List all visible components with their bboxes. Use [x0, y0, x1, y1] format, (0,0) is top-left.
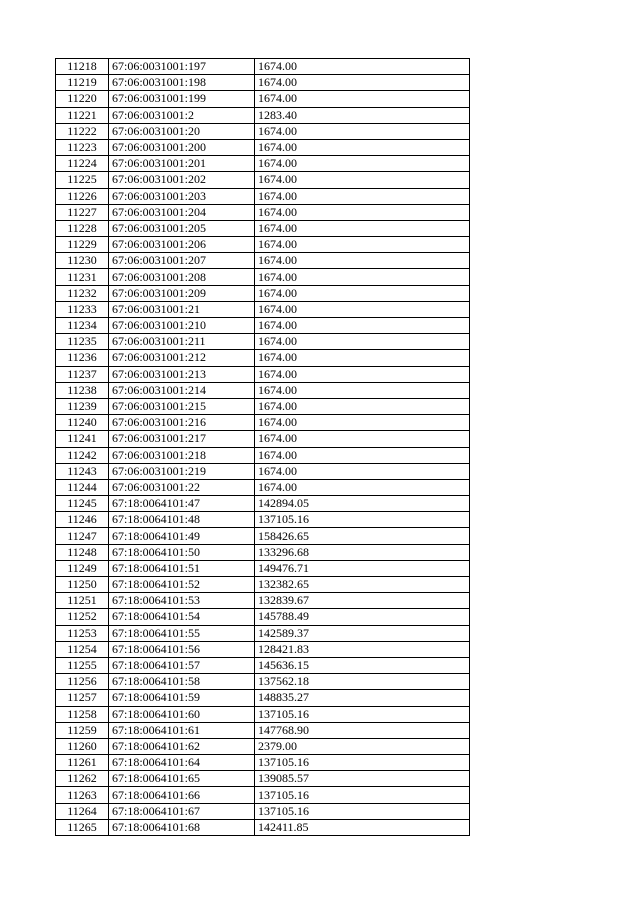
table-row: [56, 253, 470, 269]
row-number-cell: 11260: [56, 738, 109, 754]
table-row: [56, 577, 470, 593]
row-number-cell: 11238: [56, 382, 109, 398]
value-cell: 1674.00: [255, 139, 470, 155]
row-number-cell: 11263: [56, 787, 109, 803]
table-row: [56, 641, 470, 657]
value-cell: 1674.00: [255, 463, 470, 479]
cadastral-number-cell: 67:18:0064101:66: [109, 787, 255, 803]
value-cell: 132839.67: [255, 593, 470, 609]
cadastral-number-cell: 67:18:0064101:53: [109, 593, 255, 609]
cadastral-number-cell: 67:18:0064101:62: [109, 738, 255, 754]
value-cell: 148835.27: [255, 690, 470, 706]
row-number-cell: 11265: [56, 819, 109, 835]
row-number-cell: 11219: [56, 75, 109, 91]
table-row: [56, 431, 470, 447]
table-row: [56, 447, 470, 463]
row-number-cell: 11232: [56, 285, 109, 301]
table-row: [56, 722, 470, 738]
value-cell: 137105.16: [255, 803, 470, 819]
value-cell: 1283.40: [255, 107, 470, 123]
row-number-cell: 11244: [56, 479, 109, 495]
table-row: [56, 318, 470, 334]
row-number-cell: 11241: [56, 431, 109, 447]
row-number-cell: 11257: [56, 690, 109, 706]
cadastral-number-cell: 67:18:0064101:47: [109, 496, 255, 512]
row-number-cell: 11229: [56, 237, 109, 253]
row-number-cell: 11226: [56, 188, 109, 204]
row-number-cell: 11252: [56, 609, 109, 625]
cadastral-number-cell: 67:18:0064101:57: [109, 657, 255, 673]
value-cell: 145636.15: [255, 657, 470, 673]
table-row: [56, 690, 470, 706]
row-number-cell: 11246: [56, 512, 109, 528]
cadastral-number-cell: 67:06:0031001:199: [109, 91, 255, 107]
value-cell: 1674.00: [255, 59, 470, 75]
value-cell: 1674.00: [255, 334, 470, 350]
table-row: [56, 237, 470, 253]
row-number-cell: 11256: [56, 674, 109, 690]
table-row: [56, 415, 470, 431]
row-number-cell: 11234: [56, 318, 109, 334]
cadastral-number-cell: 67:18:0064101:58: [109, 674, 255, 690]
value-cell: 1674.00: [255, 318, 470, 334]
table-row: [56, 350, 470, 366]
value-cell: 1674.00: [255, 366, 470, 382]
value-cell: 1674.00: [255, 188, 470, 204]
cadastral-number-cell: 67:06:0031001:210: [109, 318, 255, 334]
table-row: [56, 819, 470, 835]
cadastral-number-cell: 67:18:0064101:49: [109, 528, 255, 544]
cadastral-number-cell: 67:06:0031001:202: [109, 172, 255, 188]
value-cell: 137105.16: [255, 706, 470, 722]
table-row: [56, 398, 470, 414]
cadastral-number-cell: 67:06:0031001:2: [109, 107, 255, 123]
cadastral-number-cell: 67:06:0031001:216: [109, 415, 255, 431]
cadastral-number-cell: 67:06:0031001:203: [109, 188, 255, 204]
row-number-cell: 11250: [56, 577, 109, 593]
cadastral-number-cell: 67:18:0064101:50: [109, 544, 255, 560]
row-number-cell: 11235: [56, 334, 109, 350]
table-row: [56, 771, 470, 787]
value-cell: 1674.00: [255, 382, 470, 398]
row-number-cell: 11223: [56, 139, 109, 155]
row-number-cell: 11222: [56, 123, 109, 139]
row-number-cell: 11249: [56, 560, 109, 576]
row-number-cell: 11224: [56, 156, 109, 172]
row-number-cell: 11239: [56, 398, 109, 414]
value-cell: 137105.16: [255, 512, 470, 528]
table-row: [56, 512, 470, 528]
value-cell: 1674.00: [255, 398, 470, 414]
value-cell: 1674.00: [255, 350, 470, 366]
value-cell: 137562.18: [255, 674, 470, 690]
table-row: [56, 657, 470, 673]
cadastral-number-cell: 67:18:0064101:61: [109, 722, 255, 738]
table-row: [56, 479, 470, 495]
row-number-cell: 11230: [56, 253, 109, 269]
value-cell: 147768.90: [255, 722, 470, 738]
table-row: [56, 755, 470, 771]
cadastral-number-cell: 67:06:0031001:204: [109, 204, 255, 220]
value-cell: 1674.00: [255, 172, 470, 188]
row-number-cell: 11254: [56, 641, 109, 657]
cadastral-number-cell: 67:18:0064101:55: [109, 625, 255, 641]
row-number-cell: 11225: [56, 172, 109, 188]
value-cell: 1674.00: [255, 123, 470, 139]
table-body: [56, 59, 470, 836]
cadastral-number-cell: 67:06:0031001:198: [109, 75, 255, 91]
cadastral-number-cell: 67:06:0031001:211: [109, 334, 255, 350]
cadastral-number-cell: 67:18:0064101:54: [109, 609, 255, 625]
value-cell: 1674.00: [255, 220, 470, 236]
value-cell: 137105.16: [255, 787, 470, 803]
table-row: [56, 463, 470, 479]
table-row: [56, 59, 470, 75]
row-number-cell: 11220: [56, 91, 109, 107]
row-number-cell: 11218: [56, 59, 109, 75]
value-cell: 1674.00: [255, 415, 470, 431]
table-row: [56, 706, 470, 722]
table-row: [56, 75, 470, 91]
table-row: [56, 139, 470, 155]
table-row: [56, 301, 470, 317]
row-number-cell: 11262: [56, 771, 109, 787]
cadastral-number-cell: 67:18:0064101:52: [109, 577, 255, 593]
row-number-cell: 11242: [56, 447, 109, 463]
table-row: [56, 738, 470, 754]
row-number-cell: 11237: [56, 366, 109, 382]
table-row: [56, 674, 470, 690]
value-cell: 1674.00: [255, 237, 470, 253]
row-number-cell: 11236: [56, 350, 109, 366]
row-number-cell: 11253: [56, 625, 109, 641]
row-number-cell: 11248: [56, 544, 109, 560]
row-number-cell: 11255: [56, 657, 109, 673]
value-cell: 1674.00: [255, 204, 470, 220]
value-cell: 1674.00: [255, 285, 470, 301]
cadastral-number-cell: 67:06:0031001:207: [109, 253, 255, 269]
value-cell: 132382.65: [255, 577, 470, 593]
table-row: [56, 560, 470, 576]
cadastral-number-cell: 67:06:0031001:213: [109, 366, 255, 382]
value-cell: 149476.71: [255, 560, 470, 576]
row-number-cell: 11247: [56, 528, 109, 544]
row-number-cell: 11251: [56, 593, 109, 609]
cadastral-number-cell: 67:18:0064101:59: [109, 690, 255, 706]
table-row: [56, 269, 470, 285]
cadastral-number-cell: 67:06:0031001:22: [109, 479, 255, 495]
cadastral-number-cell: 67:06:0031001:20: [109, 123, 255, 139]
table-row: [56, 334, 470, 350]
cadastral-number-cell: 67:06:0031001:197: [109, 59, 255, 75]
row-number-cell: 11221: [56, 107, 109, 123]
row-number-cell: 11240: [56, 415, 109, 431]
value-cell: 1674.00: [255, 479, 470, 495]
table-row: [56, 593, 470, 609]
table-row: [56, 609, 470, 625]
row-number-cell: 11258: [56, 706, 109, 722]
value-cell: 137105.16: [255, 755, 470, 771]
row-number-cell: 11259: [56, 722, 109, 738]
value-cell: 133296.68: [255, 544, 470, 560]
cadastral-number-cell: 67:18:0064101:67: [109, 803, 255, 819]
value-cell: 1674.00: [255, 301, 470, 317]
table-row: [56, 156, 470, 172]
cadastral-number-cell: 67:06:0031001:219: [109, 463, 255, 479]
cadastral-number-cell: 67:06:0031001:201: [109, 156, 255, 172]
table-row: [56, 188, 470, 204]
cadastral-number-cell: 67:18:0064101:64: [109, 755, 255, 771]
table-row: [56, 544, 470, 560]
table-row: [56, 123, 470, 139]
cadastral-number-cell: 67:06:0031001:217: [109, 431, 255, 447]
cadastral-number-cell: 67:18:0064101:60: [109, 706, 255, 722]
value-cell: 158426.65: [255, 528, 470, 544]
row-number-cell: 11243: [56, 463, 109, 479]
value-cell: 1674.00: [255, 75, 470, 91]
cadastral-number-cell: 67:18:0064101:68: [109, 819, 255, 835]
value-cell: 2379.00: [255, 738, 470, 754]
cadastral-number-cell: 67:06:0031001:215: [109, 398, 255, 414]
value-cell: 1674.00: [255, 447, 470, 463]
cadastral-number-cell: 67:06:0031001:208: [109, 269, 255, 285]
row-number-cell: 11233: [56, 301, 109, 317]
value-cell: 139085.57: [255, 771, 470, 787]
cadastral-number-cell: 67:06:0031001:209: [109, 285, 255, 301]
table-row: [56, 107, 470, 123]
data-table: [55, 58, 470, 836]
value-cell: 1674.00: [255, 156, 470, 172]
table-row: [56, 220, 470, 236]
cadastral-number-cell: 67:06:0031001:21: [109, 301, 255, 317]
table-row: [56, 91, 470, 107]
table-row: [56, 803, 470, 819]
row-number-cell: 11231: [56, 269, 109, 285]
cadastral-number-cell: 67:18:0064101:56: [109, 641, 255, 657]
table-row: [56, 382, 470, 398]
cadastral-number-cell: 67:18:0064101:51: [109, 560, 255, 576]
cadastral-number-cell: 67:18:0064101:48: [109, 512, 255, 528]
table-row: [56, 285, 470, 301]
value-cell: 142894.05: [255, 496, 470, 512]
table-row: [56, 204, 470, 220]
table-row: [56, 528, 470, 544]
table-row: [56, 787, 470, 803]
value-cell: 142589.37: [255, 625, 470, 641]
value-cell: 145788.49: [255, 609, 470, 625]
cadastral-number-cell: 67:06:0031001:212: [109, 350, 255, 366]
table-row: [56, 625, 470, 641]
cadastral-number-cell: 67:06:0031001:218: [109, 447, 255, 463]
cadastral-number-cell: 67:06:0031001:214: [109, 382, 255, 398]
cadastral-number-cell: 67:06:0031001:205: [109, 220, 255, 236]
table-row: [56, 172, 470, 188]
row-number-cell: 11227: [56, 204, 109, 220]
table-row: [56, 366, 470, 382]
value-cell: 128421.83: [255, 641, 470, 657]
value-cell: 1674.00: [255, 269, 470, 285]
value-cell: 1674.00: [255, 91, 470, 107]
value-cell: 1674.00: [255, 253, 470, 269]
cadastral-number-cell: 67:06:0031001:206: [109, 237, 255, 253]
value-cell: 142411.85: [255, 819, 470, 835]
row-number-cell: 11245: [56, 496, 109, 512]
row-number-cell: 11261: [56, 755, 109, 771]
value-cell: 1674.00: [255, 431, 470, 447]
row-number-cell: 11264: [56, 803, 109, 819]
row-number-cell: 11228: [56, 220, 109, 236]
cadastral-number-cell: 67:06:0031001:200: [109, 139, 255, 155]
table-row: [56, 496, 470, 512]
cadastral-number-cell: 67:18:0064101:65: [109, 771, 255, 787]
